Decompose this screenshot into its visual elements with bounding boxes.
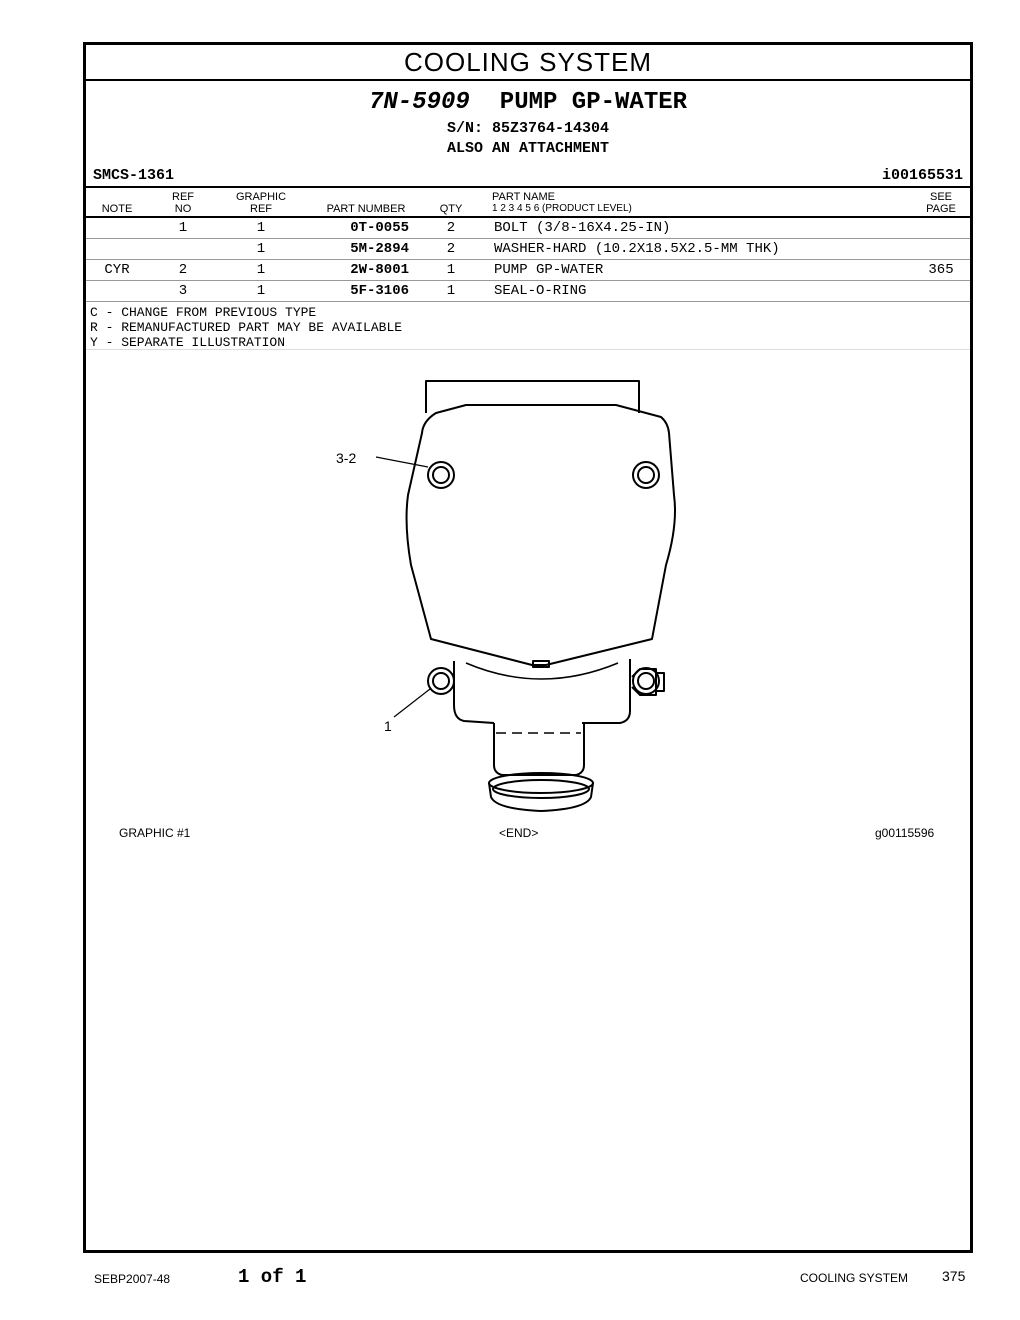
- col-note: NOTE: [101, 203, 133, 215]
- section-title: COOLING SYSTEM: [86, 45, 970, 81]
- row-part-number: 2W-8001: [350, 262, 409, 278]
- row-part-number: 5F-3106: [350, 283, 409, 299]
- footer-doc-number: SEBP2007-48: [94, 1272, 171, 1286]
- col-product-level: 1 2 3 4 5 6 (PRODUCT LEVEL): [492, 203, 632, 214]
- col-part-number: PART NUMBER: [326, 203, 406, 215]
- graphic-label: GRAPHIC #1: [119, 826, 191, 840]
- row-ref-no: 1: [178, 220, 188, 236]
- col-ref-no-bottom: NO: [174, 203, 192, 215]
- row-qty: 1: [446, 262, 456, 278]
- row-see-page: 365: [928, 262, 954, 278]
- legend-item: Y - SEPARATE ILLUSTRATION: [90, 335, 286, 350]
- legend-item: R - REMANUFACTURED PART MAY BE AVAILABLE: [90, 320, 403, 335]
- row-note: CYR: [104, 262, 130, 278]
- col-qty: QTY: [439, 203, 463, 215]
- table-row: [86, 217, 970, 238]
- col-graphic-ref: [226, 191, 296, 215]
- table-row: [86, 238, 970, 259]
- end-marker: <END>: [499, 826, 539, 840]
- footer-page-number: 375: [942, 1268, 966, 1284]
- row-part-number: 5M-2894: [350, 241, 409, 257]
- serial-number: S/N: 85Z3764-14304: [446, 120, 610, 137]
- col-see-page: [916, 191, 966, 215]
- table-row: [86, 280, 970, 301]
- callout-seal: 3-2: [336, 450, 357, 466]
- row-qty: 1: [446, 283, 456, 299]
- col-ref-no: [158, 191, 208, 215]
- row-qty: 2: [446, 220, 456, 236]
- col-see-page-bottom: PAGE: [926, 203, 956, 215]
- row-graphic-ref: 1: [256, 262, 266, 278]
- legend: [90, 305, 402, 350]
- part-number-title: 7N-5909: [368, 89, 470, 116]
- row-graphic-ref: 1: [256, 241, 266, 257]
- col-see-page-top: SEE: [929, 191, 952, 203]
- graphic-id: g00115596: [875, 826, 935, 840]
- col-part-name: [492, 191, 752, 215]
- row-part-number: 0T-0055: [350, 220, 409, 236]
- row-part-name: BOLT (3/8-16X4.25-IN): [494, 220, 671, 236]
- header-rule: [86, 186, 970, 188]
- legend-item: C - CHANGE FROM PREVIOUS TYPE: [90, 305, 317, 320]
- smcs-code: SMCS-1361: [93, 167, 175, 184]
- col-part-name-top: PART NAME: [492, 191, 555, 203]
- row-part-name: PUMP GP-WATER: [494, 262, 604, 278]
- row-graphic-ref: 1: [256, 220, 266, 236]
- part-title: [86, 89, 970, 116]
- row-qty: 2: [446, 241, 456, 257]
- page-frame: [83, 42, 973, 1253]
- document-id: i00165531: [881, 167, 963, 184]
- row-part-name: SEAL-O-RING: [494, 283, 587, 299]
- row-ref-no: 3: [178, 283, 188, 299]
- water-pump-illustration: [336, 365, 716, 825]
- col-graphic-ref-bottom: REF: [250, 203, 272, 215]
- table-row: [86, 259, 970, 280]
- row-part-name: WASHER-HARD (10.2X18.5X2.5-MM THK): [494, 241, 780, 257]
- callout-bolt: 1: [384, 718, 392, 734]
- footer-page-count: 1 of 1: [238, 1266, 307, 1288]
- col-graphic-ref-top: GRAPHIC: [235, 191, 287, 203]
- legend-rule: [86, 349, 970, 350]
- footer-section: COOLING SYSTEM: [800, 1271, 909, 1285]
- col-ref-no-top: REF: [172, 191, 194, 203]
- attachment-note: ALSO AN ATTACHMENT: [446, 140, 610, 157]
- row-divider: [86, 301, 970, 302]
- row-ref-no: 2: [178, 262, 188, 278]
- part-name-title: PUMP GP-WATER: [499, 89, 688, 116]
- row-graphic-ref: 1: [256, 283, 266, 299]
